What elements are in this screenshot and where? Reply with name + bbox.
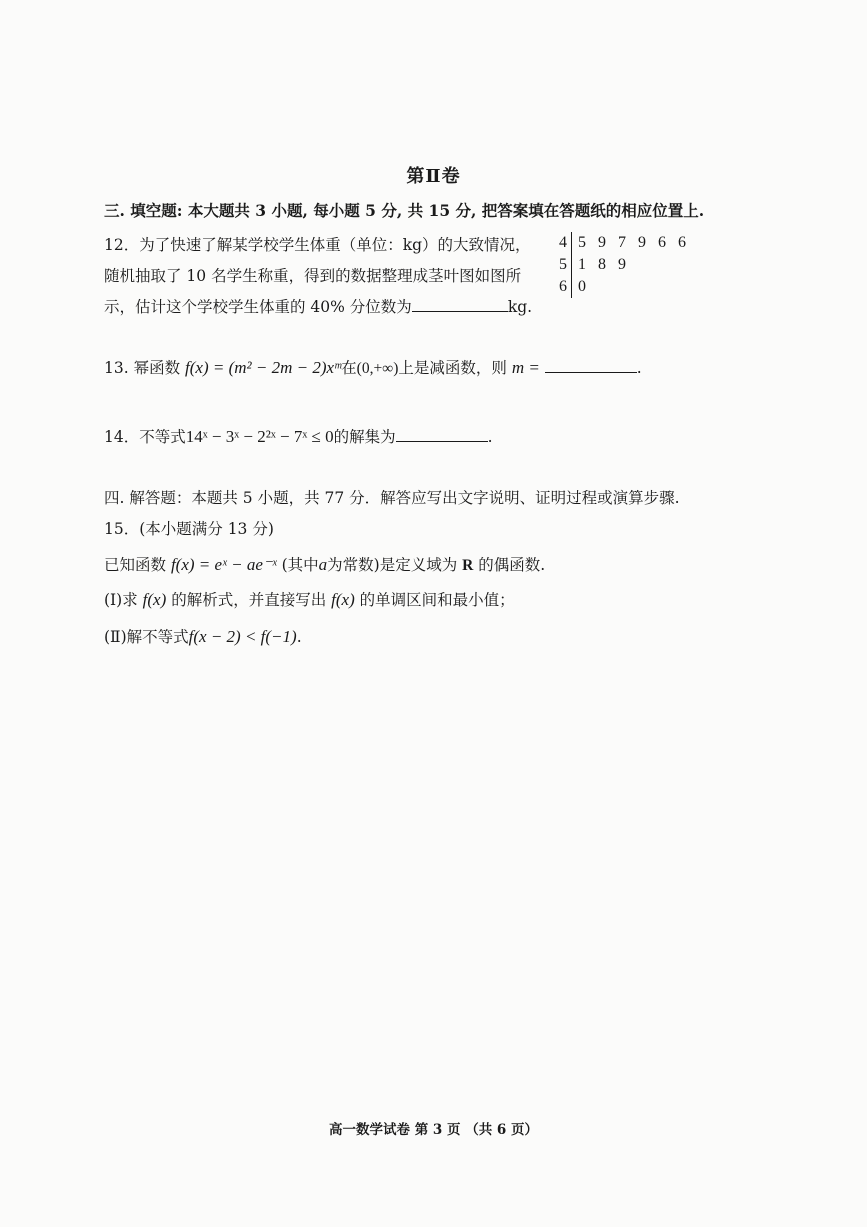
q13-answer-blank[interactable]	[545, 358, 637, 373]
stem-row	[553, 276, 698, 298]
leaf-values: 189	[578, 256, 638, 273]
q15-p1-f2: f(x)	[331, 590, 355, 609]
q15-l1-prefix: 已知函数	[104, 556, 167, 574]
part-title: 第Ⅱ卷	[406, 166, 461, 187]
leaf-values: 0	[578, 278, 598, 295]
q15-p2-end: .	[296, 628, 302, 646]
q12-answer-blank[interactable]	[412, 297, 508, 312]
stem-row	[553, 254, 698, 276]
q13-end: .	[636, 359, 642, 377]
q15-p2-prefix: (Ⅱ)解不等式	[104, 628, 189, 646]
q12-line3-text: 示，估计这个学校学生体重的 40% 分位数为	[104, 298, 412, 316]
q15-p1-prefix: (Ⅰ)求	[104, 591, 138, 609]
q15-l1-expression: f(x) = eˣ − ae⁻ˣ	[170, 555, 277, 574]
page-footer: 高一数学试卷 第 3 页 （共 6 页）	[329, 1122, 538, 1138]
q14-expression: 14ˣ − 3ˣ − 2²ˣ − 7ˣ ≤ 0	[185, 427, 334, 446]
q15-l1-a: a	[318, 555, 328, 574]
stem-value: 6	[553, 276, 572, 298]
q13-interval: (0,+∞)	[356, 360, 399, 377]
stem-value: 5	[553, 254, 572, 276]
q13-prefix: 13. 幂函数	[104, 359, 181, 377]
q15-l1-end: 的偶函数.	[478, 556, 546, 574]
q15-part1	[104, 584, 515, 616]
section3-heading: 三. 填空题: 本大题共 3 小题, 每小题 5 分, 共 15 分, 把答案填在答题纸的相应位置上.	[104, 201, 705, 220]
q14-answer-blank[interactable]	[396, 427, 488, 442]
q13-expression: f(x) = (m² − 2m − 2)xᵐ	[185, 358, 342, 377]
q15-p2-expression: f(x − 2) < f(−1)	[188, 627, 297, 646]
q15-p1-end: 的单调区间和最小值；	[359, 591, 515, 609]
stem-value: 4	[553, 232, 572, 254]
q15-line1	[104, 549, 545, 581]
q13	[104, 352, 642, 384]
q15-p1-f: f(x)	[142, 590, 167, 609]
q15-l1-suffix: 为常数)是定义域为	[327, 556, 458, 574]
q14-end: .	[487, 428, 493, 446]
q13-suffix: 上是减函数，则	[398, 359, 507, 377]
q15-l1-R: R	[462, 557, 474, 574]
q15-part2	[104, 621, 302, 653]
q13-mid: 在	[341, 359, 357, 377]
q15-title: 15．(本小题满分 13 分)	[104, 520, 274, 538]
q12-unit: kg.	[507, 298, 533, 316]
q14	[104, 421, 493, 453]
stem-row	[553, 232, 698, 254]
leaf-values: 597966	[578, 234, 698, 251]
section4-heading: 四. 解答题：本题共 5 小题，共 77 分．解答应写出文字说明、证明过程或演算步骤.	[104, 489, 680, 507]
q15-l1-mid: (其中	[281, 556, 319, 574]
stem-leaf-plot	[553, 232, 698, 298]
q12-line2: 随机抽取了 10 名学生称重，得到的数据整理成茎叶图如图所	[104, 267, 522, 285]
q12-line1: 12．为了快速了解某学校学生体重（单位：kg）的大致情况，	[104, 236, 531, 254]
q14-prefix: 14．不等式	[104, 428, 186, 446]
q14-suffix: 的解集为	[333, 428, 396, 446]
q13-var: m =	[511, 358, 540, 377]
q15-p1-mid: 的解析式，并直接写出	[171, 591, 327, 609]
q12-line3	[104, 292, 532, 323]
